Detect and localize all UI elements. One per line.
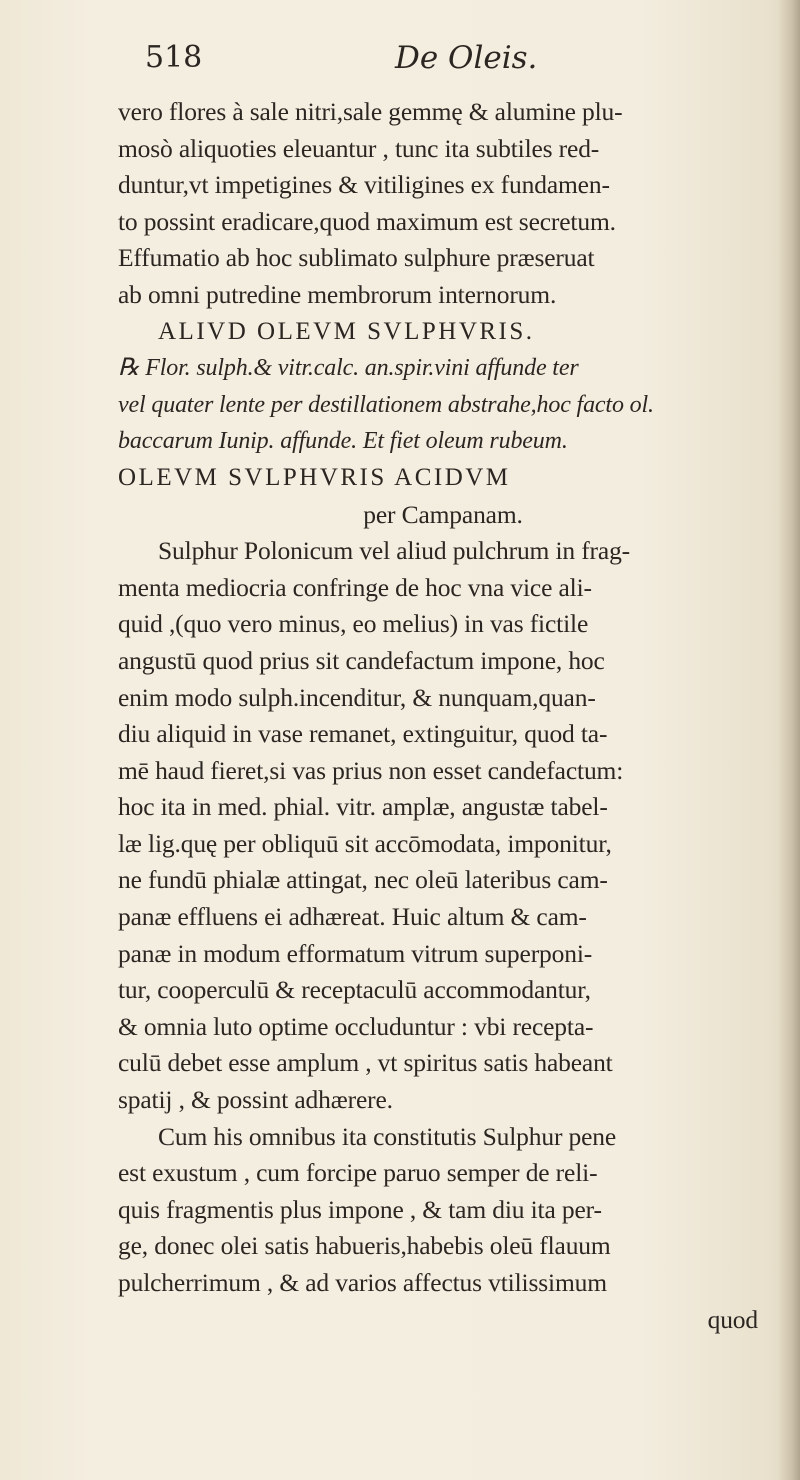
- text-line: duntur,vt impetigines & vitiligines ex fundamen-: [118, 170, 610, 200]
- text-line: panæ effluens ei adhæreat. Huic altum & cam-: [118, 902, 587, 932]
- text-line: spatij , & possint adhærere.: [118, 1085, 393, 1115]
- page-edge-shadow: [778, 0, 800, 1480]
- text-line: & omnia luto optime occluduntur : vbi recepta-: [118, 1011, 594, 1041]
- text-line: quid ,(quo vero minus, eo melius) in vas fictile: [118, 609, 589, 639]
- text-line: Cum his omnibus ita constitutis Sulphur pene: [158, 1121, 617, 1151]
- text-line: enim modo sulph.incenditur, & nunquam,quan-: [118, 682, 596, 712]
- text-line: læ lig.quę per obliquū sit accōmodata, imponitur,: [118, 828, 612, 858]
- recipe-line: vel quater lente per destillationem abstrahe,hoc facto ol.: [118, 391, 654, 418]
- text-line: culū debet esse amplum , vt spiritus satis habeant: [118, 1048, 613, 1078]
- text-line: Effumatio ab hoc sublimato sulphure præseruat: [118, 243, 595, 273]
- catchword: quod: [707, 1304, 758, 1334]
- recipe-line: baccarum Iunip. affunde. Et fiet oleum rubeum.: [118, 428, 568, 455]
- text-line: Sulphur Polonicum vel aliud pulchrum in frag-: [158, 536, 631, 566]
- text-line: quis fragmentis plus impone , & tam diu ita per-: [118, 1194, 602, 1224]
- text-line: menta mediocria confringe de hoc vna vice ali-: [118, 572, 592, 602]
- text-line: tur, cooperculū & receptaculū accommodantur,: [118, 975, 591, 1005]
- recipe-line: ℞ Flor. sulph.& vitr.calc. an.spir.vini affunde ter: [118, 355, 579, 382]
- text-line: ab omni putredine membrorum internorum.: [118, 279, 557, 309]
- text-line: mē haud fieret,si vas prius non esset candefactum:: [118, 755, 624, 785]
- text-line: panæ in modum efformatum vitrum superponi-: [118, 938, 593, 968]
- text-line: to possint eradicare,quod maximum est secretum.: [118, 206, 616, 236]
- text-line: mosò aliquoties eleuantur , tunc ita subtiles red-: [118, 133, 600, 163]
- text-line: est exustum , cum forcipe paruo semper de reli-: [118, 1158, 598, 1188]
- text-line: vero flores à sale nitri,sale gemmę & alumine plu-: [118, 97, 623, 126]
- running-head: De Oleis.: [395, 40, 538, 76]
- section-heading: OLEVM SVLPHVRIS ACIDVM: [118, 463, 511, 491]
- text-line: ne fundū phialæ attingat, nec oleū lateribus cam-: [118, 865, 608, 895]
- text-line: hoc ita in med. phial. vitr. amplæ, angustæ tabel-: [118, 792, 608, 822]
- page-number: 518: [145, 40, 203, 75]
- section-subheading: per Campanam.: [363, 499, 523, 529]
- text-line: angustū quod prius sit candefactum impone, hoc: [118, 645, 605, 675]
- text-line: diu aliquid in vase remanet, extinguitur, quod ta-: [118, 719, 608, 749]
- page-header: [145, 40, 745, 88]
- text-line: pulcherrimum , & ad varios affectus vtilissimum: [118, 1268, 607, 1297]
- body-text: [118, 94, 768, 1338]
- section-heading: ALIVD OLEVM SVLPHVRIS.: [158, 317, 535, 345]
- text-line: ge, donec olei satis habueris,habebis oleū flauum: [118, 1231, 611, 1261]
